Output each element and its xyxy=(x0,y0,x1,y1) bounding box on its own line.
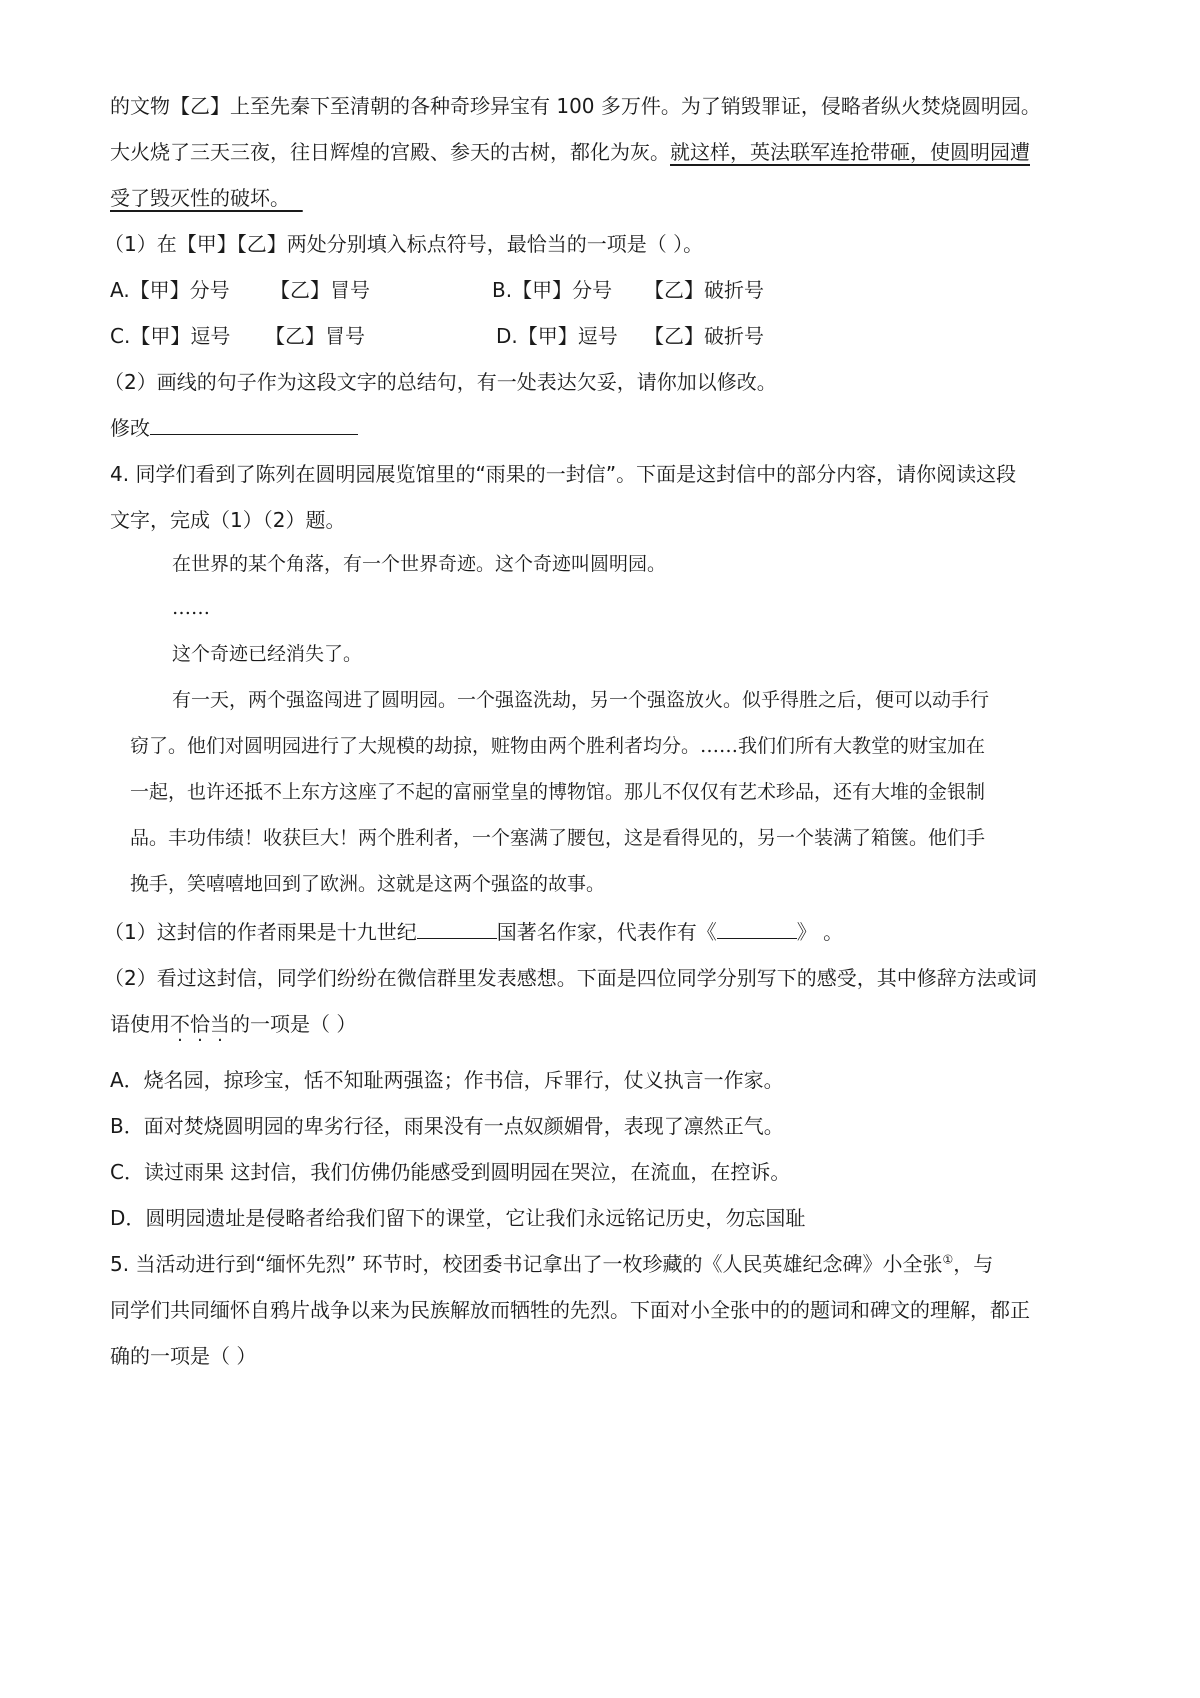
underlined-sentence: 受了毁灭性的破坏。 xyxy=(110,186,290,210)
question-text: ，与 xyxy=(953,1252,994,1276)
question-text: （2）画线的句子作为这段文字的总结句，有一处表达欠妥，请你加以修改。 xyxy=(104,370,777,394)
q4-stem-line-1 xyxy=(110,460,1100,488)
emphasis-char: 恰 xyxy=(190,1012,210,1036)
letter-line-8 xyxy=(130,870,1120,898)
q4-option-b[interactable] xyxy=(110,1112,1100,1140)
q4-sub1 xyxy=(104,918,1094,946)
option-text: A．烧名园，掠珍宝，恬不知耻两强盗；作书信，斥罪行，仗义执言一作家。 xyxy=(110,1068,784,1092)
letter-text: …… xyxy=(172,597,210,619)
question-text: （2）看过这封信，同学们纷纷在微信群里发表感想。下面是四位同学分别写下的感受，其中修辞方法或词 xyxy=(104,966,1037,990)
q4-option-c[interactable] xyxy=(110,1158,1100,1186)
passage-line-1 xyxy=(110,92,1100,120)
footnote-marker: ① xyxy=(942,1252,954,1267)
letter-text: 一起，也许还抵不上东方这座了不起的富丽堂皇的博物馆。那儿不仅仅有艺术珍品，还有大堆的金银制 xyxy=(130,781,986,803)
passage-text: 大火烧了三天三夜，往日辉煌的宫殿、参天的古树，都化为灰。 xyxy=(110,140,670,164)
question-text: 5. 当活动进行到“缅怀先烈” 环节时，校团委书记拿出了一枚珍藏的《人民英雄纪念碑》小全张 xyxy=(110,1252,943,1276)
option-b-second: 【乙】破折号 xyxy=(644,278,764,302)
question-text: 同学们共同缅怀自鸦片战争以来为民族解放而牺牲的先烈。下面对小全张中的的题词和碑文的理解，都正 xyxy=(110,1298,1030,1322)
revise-label: 修改 xyxy=(110,416,150,440)
option-c-second: 【乙】冒号 xyxy=(265,324,365,348)
option-b-label[interactable]: B.【甲】分号 xyxy=(492,278,613,302)
option-text: B．面对焚烧圆明园的卑劣行径，雨果没有一点奴颜媚骨，表现了凛然正气。 xyxy=(110,1114,784,1138)
underlined-sentence: 就这样，英法联军连抢带砸，使圆明园遭 xyxy=(670,140,1030,164)
passage-line-3 xyxy=(110,184,1100,212)
passage-line-2 xyxy=(110,138,1100,166)
question-text: 语使用 xyxy=(110,1012,170,1036)
option-text: C．读过雨果 这封信，我们仿佛仍能感受到圆明园在哭泣，在流血，在控诉。 xyxy=(110,1160,791,1184)
q5-stem-line-2 xyxy=(110,1296,1100,1324)
q4-sub2-line-2 xyxy=(110,1010,1100,1038)
passage-text: 的文物【乙】上至先秦下至清朝的各种奇珍异宝有 100 多万件。为了销毁罪证，侵略者纵火焚烧圆明园。 xyxy=(110,94,1041,118)
letter-line-5 xyxy=(130,732,1120,760)
letter-text: 在世界的某个角落，有一个世界奇迹。这个奇迹叫圆明园。 xyxy=(172,553,667,575)
option-a-label[interactable]: A.【甲】分号 xyxy=(110,278,230,302)
option-d-second: 【乙】破折号 xyxy=(644,324,764,348)
question-text: 确的一项是（ ） xyxy=(110,1344,257,1368)
work-title-blank[interactable] xyxy=(717,918,797,939)
option-d-label[interactable]: D.【甲】逗号 xyxy=(496,324,618,348)
q3-sub1-stem xyxy=(104,230,1094,258)
letter-text: 品。丰功伟绩！收获巨大！两个胜利者，一个塞满了腰包，这是看得见的，另一个装满了箱箧。他们手 xyxy=(130,827,986,849)
letter-text: 挽手，笑嘻嘻地回到了欧洲。这就是这两个强盗的故事。 xyxy=(130,873,606,895)
question-text: 》 。 xyxy=(796,920,844,944)
question-text: 文字，完成（1）（2）题。 xyxy=(110,508,346,532)
option-text: D．圆明园遗址是侵略者给我们留下的课堂，它让我们永远铭记历史，勿忘国耻 xyxy=(110,1206,806,1230)
q3-revise-row xyxy=(110,414,1100,442)
country-blank[interactable] xyxy=(417,918,497,939)
option-a-second: 【乙】冒号 xyxy=(270,278,370,302)
letter-text: 有一天，两个强盗闯进了圆明园。一个强盗洗劫，另一个强盗放火。似乎得胜之后，便可以动手行 xyxy=(172,689,990,711)
question-text: 国著名作家，代表作有《 xyxy=(496,920,717,944)
letter-line-2 xyxy=(172,594,1162,622)
letter-line-4 xyxy=(172,686,1162,714)
letter-text: 窃了。他们对圆明园进行了大规模的劫掠，赃物由两个胜利者均分。……我们们所有大教堂的财宝加在 xyxy=(130,735,986,757)
q5-stem-line-3 xyxy=(110,1342,1100,1370)
letter-line-3 xyxy=(172,640,1162,668)
q4-stem-line-2 xyxy=(110,506,1100,534)
letter-line-1 xyxy=(172,550,1162,578)
option-c-label[interactable]: C.【甲】逗号 xyxy=(110,324,231,348)
emphasis-char: 当 xyxy=(210,1012,230,1036)
q3-sub2-stem xyxy=(104,368,1094,396)
letter-line-6 xyxy=(130,778,1120,806)
revise-answer-blank[interactable] xyxy=(150,414,358,435)
q4-sub2-line-1 xyxy=(104,964,1094,992)
letter-line-7 xyxy=(130,824,1120,852)
question-text: 4. 同学们看到了陈列在圆明园展览馆里的“雨果的一封信”。下面是这封信中的部分内容，请你阅读这段 xyxy=(110,462,1017,486)
q5-stem-line-1 xyxy=(110,1250,1100,1278)
q4-option-d[interactable] xyxy=(110,1204,1100,1232)
letter-text: 这个奇迹已经消失了。 xyxy=(172,643,363,665)
question-text: （1）在【甲】【乙】两处分别填入标点符号，最恰当的一项是（ ）。 xyxy=(104,232,704,256)
question-text: （1）这封信的作者雨果是十九世纪 xyxy=(104,920,417,944)
emphasis-char: 不 xyxy=(170,1012,190,1036)
question-text: 的一项是（ ） xyxy=(230,1012,357,1036)
q4-option-a[interactable] xyxy=(110,1066,1100,1094)
